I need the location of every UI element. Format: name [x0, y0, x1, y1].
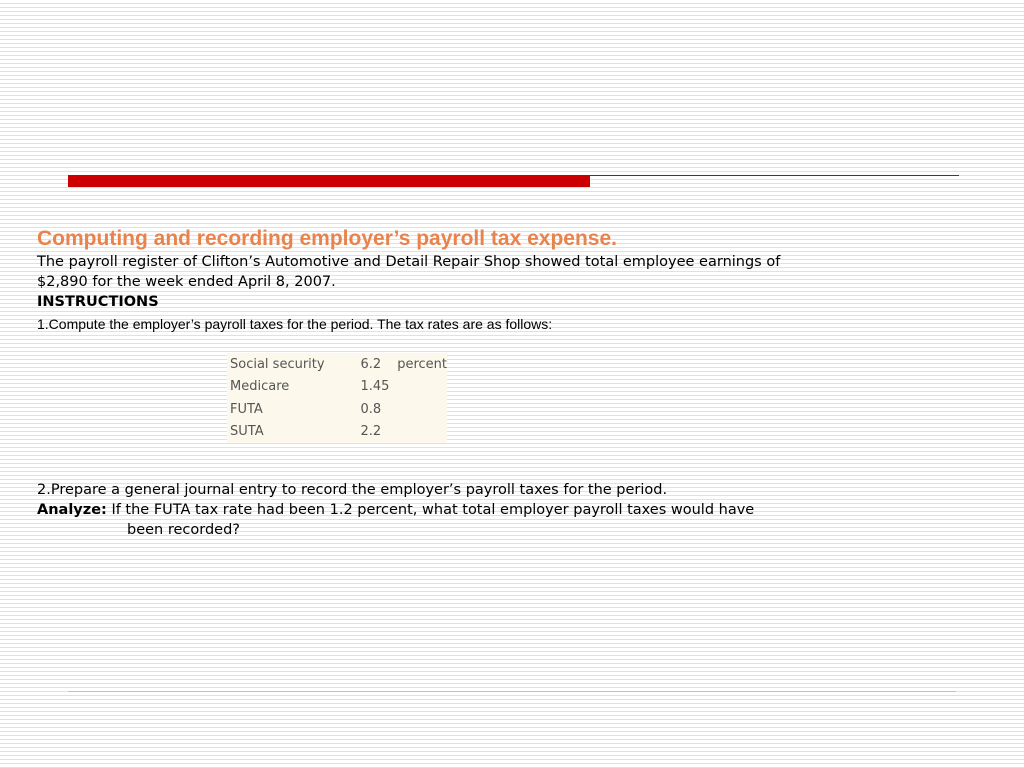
instructions-heading: INSTRUCTIONS	[37, 294, 159, 310]
tax-name: Medicare	[230, 379, 290, 395]
table-row	[227, 421, 447, 444]
tax-unit: percent	[397, 356, 447, 372]
intro-text-line-2: $2,890 for the week ended April 8, 2007.	[37, 274, 336, 290]
instruction-step-1: 1.Compute the employer’s payroll taxes for the period. The tax rates are as follows:	[37, 316, 553, 332]
analyze-label: Analyze:	[37, 502, 107, 518]
intro-text-line-1: The payroll register of Clifton’s Automotive and Detail Repair Shop showed total employee earnings of	[37, 254, 781, 270]
tax-name: SUTA	[230, 424, 264, 440]
footer-rule	[68, 691, 956, 692]
tax-rate: 2.2	[360, 424, 382, 440]
tax-rate-table	[227, 353, 447, 443]
table-row	[227, 376, 447, 399]
table-row	[227, 398, 447, 421]
analyze-text-line-2: been recorded?	[127, 522, 240, 538]
lower-instructions	[37, 480, 967, 540]
tax-unit	[394, 421, 447, 444]
tax-unit	[394, 376, 447, 399]
slide-content	[37, 226, 967, 334]
tax-rate: 1.45	[360, 379, 390, 395]
tax-rate: 6.2	[360, 356, 382, 372]
accent-bar	[68, 175, 590, 187]
analyze-paragraph	[37, 500, 967, 540]
tax-unit	[394, 398, 447, 421]
tax-name: FUTA	[230, 401, 263, 417]
tax-name: Social security	[230, 356, 325, 372]
accent-rule	[590, 175, 959, 176]
table-row	[227, 353, 447, 376]
slide-title: Computing and recording employer’s payroll tax expense.	[37, 227, 617, 250]
instruction-step-2: 2.Prepare a general journal entry to record the employer’s payroll taxes for the period.	[37, 482, 668, 498]
tax-rate: 0.8	[360, 401, 382, 417]
analyze-text-line-1: If the FUTA tax rate had been 1.2 percent, what total employer payroll taxes would have	[111, 502, 755, 518]
